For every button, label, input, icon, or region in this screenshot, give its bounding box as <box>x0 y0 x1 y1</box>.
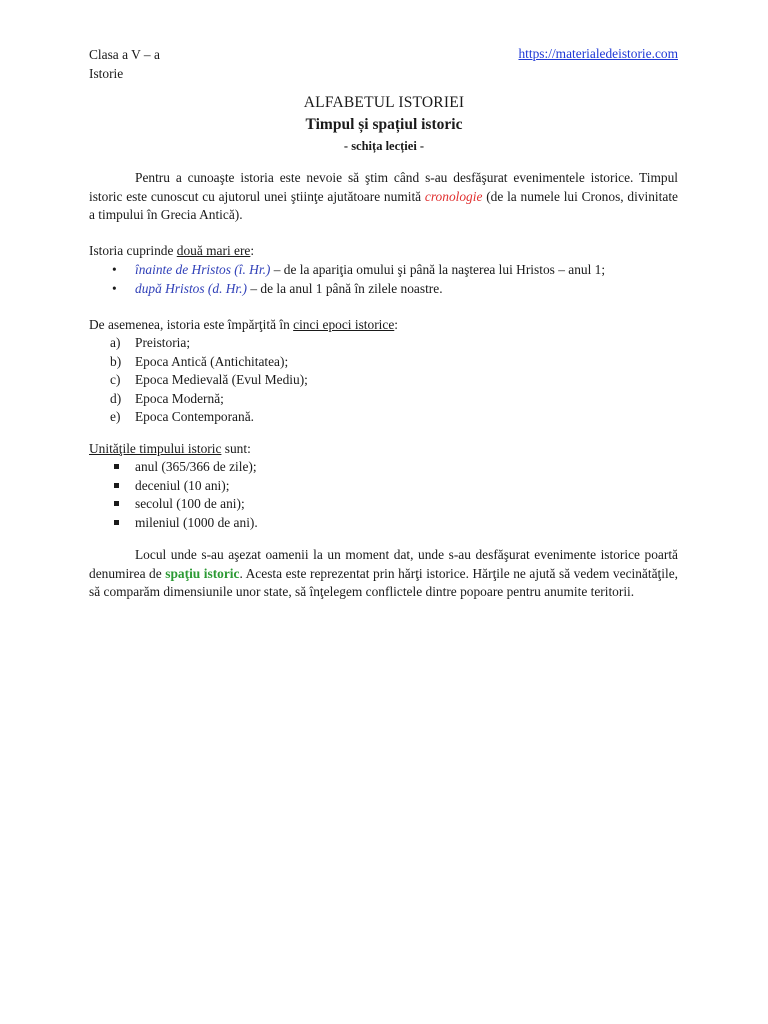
list-item <box>89 334 678 353</box>
list-item <box>89 390 678 409</box>
square-bullet-icon <box>114 464 119 469</box>
intro-text-b: (de la numele lui Cronos, divinitate a timpului în Grecia Antică). <box>89 188 678 223</box>
epochs-list <box>89 334 678 427</box>
era-desc: – de la anul 1 până în zilele noastre. <box>246 280 443 296</box>
subject-line: Istorie <box>89 66 124 81</box>
cronologie-term: cronologie <box>424 188 483 204</box>
units-lead <box>89 440 678 459</box>
list-item <box>89 353 678 372</box>
units-lead-underlined: Unităţile timpului istoric <box>89 441 222 456</box>
list-item <box>89 477 678 496</box>
unit-text: anul (365/366 de zile); <box>135 459 257 474</box>
bullet-icon: • <box>112 262 117 277</box>
list-letter: a) <box>110 335 121 350</box>
epochs-lead-colon: : <box>394 317 399 332</box>
eras-lead-text: Istoria cuprinde <box>89 243 177 258</box>
eras-lead <box>89 242 678 261</box>
eras-lead-colon: : <box>250 243 255 258</box>
eras-lead-underlined: două mari ere <box>176 243 251 258</box>
epochs-lead <box>89 316 678 335</box>
unit-text: mileniul (1000 de ani). <box>135 514 258 530</box>
epochs-lead-underlined: cinci epoci istorice <box>293 317 395 332</box>
list-item <box>89 408 678 427</box>
intro-paragraph <box>89 169 678 225</box>
unit-text: secolul (100 de ani); <box>135 496 245 512</box>
list-letter: d) <box>110 390 122 406</box>
era-term: înainte de Hristos (î. Hr.) <box>135 262 271 277</box>
page-header-left <box>89 45 160 83</box>
eras-list <box>89 261 678 298</box>
square-bullet-icon <box>114 501 119 506</box>
epoch-text: Epoca Contemporană. <box>135 409 254 425</box>
list-letter: c) <box>110 372 121 388</box>
units-list <box>89 458 678 532</box>
class-line: Clasa a V – a <box>89 47 160 62</box>
lesson-note: - schița lecției - <box>343 139 425 153</box>
epoch-text: Epoca Medievală (Evul Mediu); <box>135 372 308 388</box>
bullet-icon: • <box>112 280 117 296</box>
intro-text-a: Pentru a cunoaşte istoria este nevoie să ştim când s-au desfăşurat evenimentele istorice. Timpul istoric este cunoscut cu ajutorul unei ştiinţe ajutătoare numită <box>89 170 678 204</box>
list-item <box>89 495 678 514</box>
space-text-b: . Acesta este reprezentat prin hărţi istorice. Hărţile ne ajută să vedem vecinătăţile, să comparăm dimensiunile unor state, să înţelegem conflictele dintre popoare pentru anumite teritorii. <box>89 565 678 600</box>
epoch-text: Preistoria; <box>135 335 191 350</box>
list-item <box>89 514 678 533</box>
subtitle: Timpul și spațiul istoric <box>305 116 463 133</box>
list-letter: b) <box>110 353 122 369</box>
epoch-text: Epoca Antică (Antichitatea); <box>135 353 289 369</box>
era-desc: – de la apariţia omului şi până la naşterea lui Hristos – anul 1; <box>270 262 606 277</box>
website-link[interactable]: https://materialedeistorie.com <box>518 46 678 61</box>
space-text-a: Locul unde s-au aşezat oamenii la un moment dat, unde s-au desfăşurat evenimente istorice poartă denumirea de <box>89 547 678 581</box>
space-paragraph <box>89 546 678 602</box>
list-item <box>89 458 678 477</box>
epochs-lead-text: De asemenea, istoria este împărţită în <box>89 317 294 332</box>
main-title: ALFABETUL ISTORIEI <box>303 94 465 111</box>
era-term: după Hristos (d. Hr.) <box>135 280 247 296</box>
units-lead-text: sunt: <box>221 441 251 456</box>
list-letter: e) <box>110 409 121 425</box>
square-bullet-icon <box>114 483 119 488</box>
epoch-text: Epoca Modernă; <box>135 390 224 406</box>
list-item <box>89 371 678 390</box>
list-item <box>89 280 678 299</box>
list-item <box>89 261 678 280</box>
unit-text: deceniul (10 ani); <box>135 477 230 493</box>
square-bullet-icon <box>114 520 119 525</box>
spatiu-istoric-term: spaţiu istoric <box>165 565 240 581</box>
